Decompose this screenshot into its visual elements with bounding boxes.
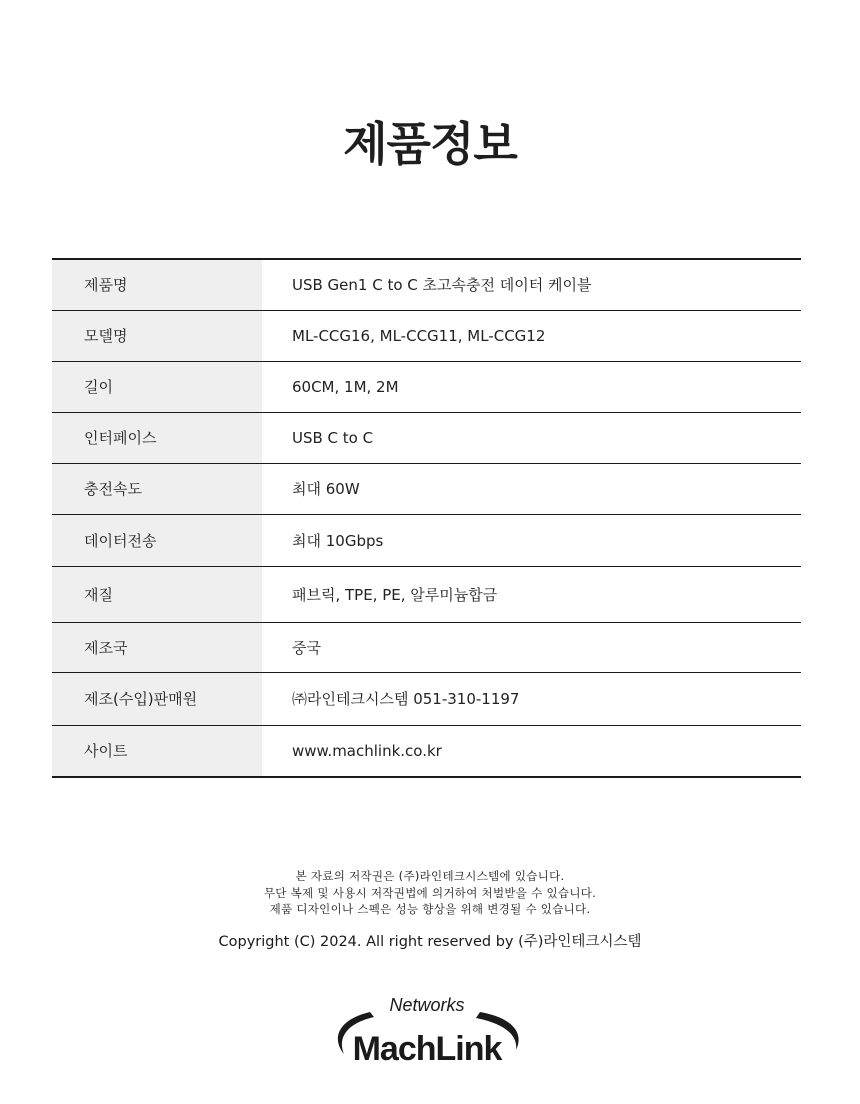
spec-label: 재질 (52, 566, 262, 622)
copyright-text: Copyright (C) 2024. All right reserved by (주)라인테크시스템 (218, 933, 642, 950)
spec-label: 사이트 (52, 725, 262, 777)
copyright-notice-line: 제품 디자인이나 스펙은 성능 향상을 위해 변경될 수 있습니다. (269, 902, 591, 916)
spec-label: 제조(수입)판매원 (52, 672, 262, 725)
footer (0, 868, 860, 951)
table-row (52, 566, 801, 622)
spec-label: 길이 (52, 361, 262, 412)
table-row (52, 412, 801, 463)
spec-value: 최대 60W (292, 480, 360, 498)
table-row (52, 361, 801, 412)
spec-value: ㈜라인테크시스템 051-310-1197 (292, 690, 520, 708)
spec-label: 데이터전송 (52, 514, 262, 566)
product-spec-table (52, 258, 801, 778)
table-row (52, 622, 801, 672)
spec-value: 중국 (292, 638, 321, 657)
page-title: 제품정보 (343, 117, 517, 171)
table-row (52, 514, 801, 566)
table-row (52, 259, 801, 310)
logo-networks-text: Networks (389, 995, 465, 1015)
spec-label: 모델명 (52, 310, 262, 361)
spec-label: 제품명 (52, 259, 262, 310)
spec-value: 60CM, 1M, 2M (292, 377, 399, 396)
logo-brand-text: MachLink (352, 1030, 502, 1068)
table-row (52, 310, 801, 361)
copyright-notice-line: 무단 복제 및 사용시 저작권법에 의거하여 처벌받을 수 있습니다. (263, 885, 597, 900)
spec-label: 충전속도 (52, 463, 262, 514)
spec-value: USB C to C (292, 428, 374, 447)
spec-value: www.machlink.co.kr (292, 741, 442, 760)
spec-label: 제조국 (52, 622, 262, 672)
spec-value: ML-CCG16, ML-CCG11, ML-CCG12 (292, 326, 546, 345)
table-row (52, 725, 801, 777)
spec-value: 패브릭, TPE, PE, 알루미늄합금 (292, 585, 498, 604)
copyright-notice-line: 본 자료의 저작권은 (주)라인테크시스템에 있습니다. (295, 869, 565, 883)
spec-value: USB Gen1 C to C 초고속충전 데이터 케이블 (292, 276, 592, 295)
table-row (52, 463, 801, 514)
spec-label: 인터페이스 (52, 412, 262, 463)
spec-value: 최대 10Gbps (292, 531, 384, 550)
table-row (52, 672, 801, 725)
machlink-logo (330, 990, 524, 1072)
